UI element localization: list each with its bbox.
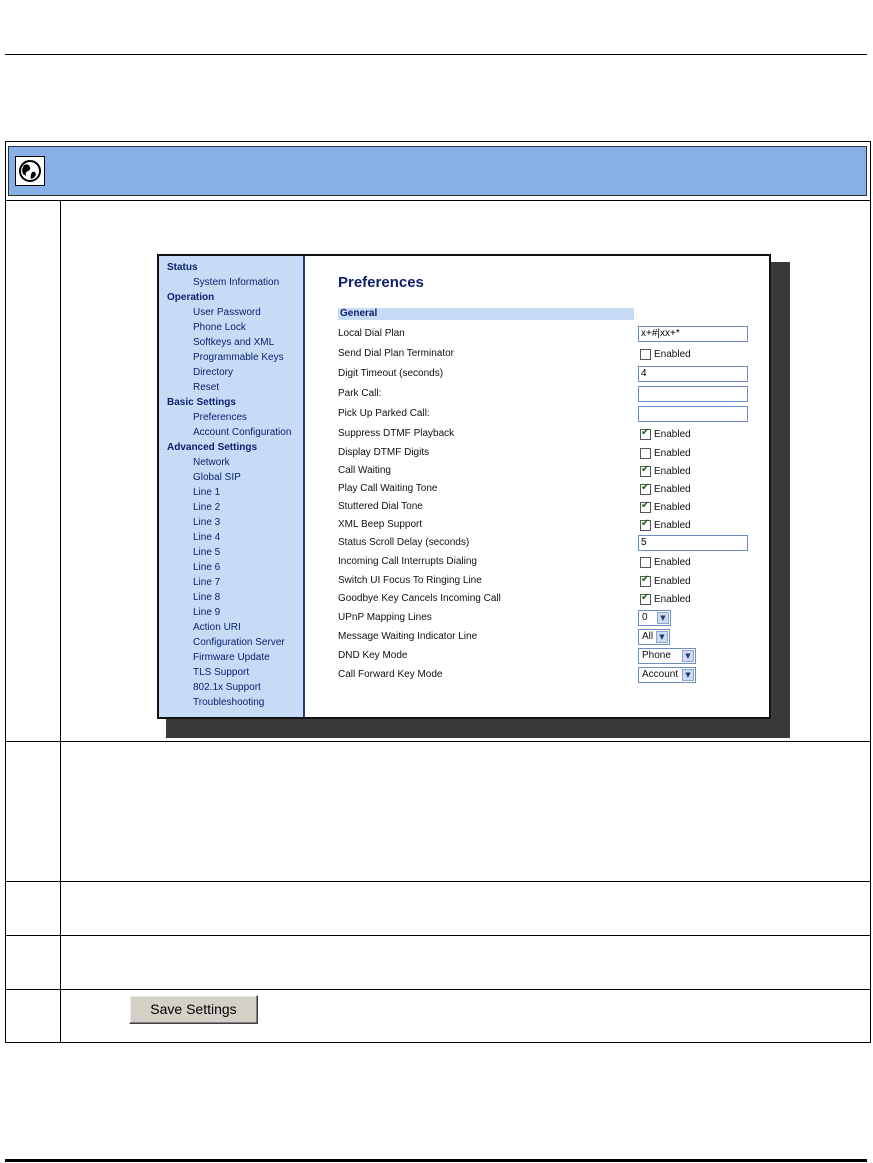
sidebar-item[interactable]: Line 6 bbox=[193, 562, 221, 573]
checkbox[interactable] bbox=[640, 429, 651, 440]
sidebar-item[interactable]: System Information bbox=[193, 277, 280, 288]
field-label: Send Dial Plan Terminator bbox=[338, 348, 454, 359]
checkbox-label: Enabled bbox=[654, 576, 691, 587]
checkbox[interactable] bbox=[640, 466, 651, 477]
dropdown-select[interactable] bbox=[638, 610, 671, 626]
procedure-banner bbox=[6, 142, 870, 201]
sidebar-item[interactable]: Firmware Update bbox=[193, 652, 270, 663]
checkbox-label: Enabled bbox=[654, 594, 691, 605]
checkbox[interactable] bbox=[640, 448, 651, 459]
sidebar-nav bbox=[159, 256, 305, 717]
sidebar-item[interactable]: Network bbox=[193, 457, 230, 468]
field-label: Digit Timeout (seconds) bbox=[338, 368, 444, 379]
dropdown-select[interactable] bbox=[638, 629, 670, 645]
text-input[interactable] bbox=[638, 386, 748, 402]
sidebar-item[interactable]: Line 7 bbox=[193, 577, 221, 588]
sidebar-item[interactable]: Line 9 bbox=[193, 607, 221, 618]
sidebar-section-header: Basic Settings bbox=[167, 397, 236, 408]
sidebar-item[interactable]: Line 4 bbox=[193, 532, 221, 543]
field-label: Switch UI Focus To Ringing Line bbox=[338, 575, 482, 586]
sidebar-item[interactable]: Programmable Keys bbox=[193, 352, 284, 363]
checkbox-label: Enabled bbox=[654, 466, 691, 477]
sidebar-section-header: Advanced Settings bbox=[167, 442, 258, 453]
field-label: Play Call Waiting Tone bbox=[338, 483, 438, 494]
web-ui-globe-icon bbox=[15, 156, 45, 186]
section-label: General bbox=[340, 308, 378, 319]
checkbox[interactable] bbox=[640, 502, 651, 513]
sidebar-item[interactable]: Directory bbox=[193, 367, 234, 378]
checkbox-label: Enabled bbox=[654, 349, 691, 360]
checkbox-label: Enabled bbox=[654, 520, 691, 531]
sidebar-item[interactable]: Action URI bbox=[193, 622, 241, 633]
sidebar-item[interactable]: Global SIP bbox=[193, 472, 241, 483]
page-title: Preferences bbox=[338, 274, 424, 291]
sidebar-item[interactable]: Line 5 bbox=[193, 547, 221, 558]
checkbox-label: Enabled bbox=[654, 448, 691, 459]
sidebar-item[interactable]: Reset bbox=[193, 382, 220, 393]
save-settings-button[interactable]: Save Settings bbox=[129, 995, 258, 1024]
sidebar-item[interactable]: Account Configuration bbox=[193, 427, 292, 438]
sidebar-item[interactable]: Troubleshooting bbox=[193, 697, 265, 708]
field-label: Message Waiting Indicator Line bbox=[338, 631, 478, 642]
sidebar-item[interactable]: Line 8 bbox=[193, 592, 221, 603]
step-row bbox=[6, 936, 870, 990]
checkbox[interactable] bbox=[640, 576, 651, 587]
checkbox[interactable] bbox=[640, 557, 651, 568]
checkbox[interactable] bbox=[640, 594, 651, 605]
checkbox-label: Enabled bbox=[654, 429, 691, 440]
field-label: Goodbye Key Cancels Incoming Call bbox=[338, 593, 501, 604]
field-label: DND Key Mode bbox=[338, 650, 408, 661]
dropdown-value: Account bbox=[642, 669, 679, 680]
text-input[interactable]: x+#|xx+* bbox=[638, 326, 748, 342]
field-label: Call Forward Key Mode bbox=[338, 669, 443, 680]
field-label: Suppress DTMF Playback bbox=[338, 428, 455, 439]
footer-rule bbox=[5, 1159, 867, 1162]
sidebar-item[interactable]: Line 3 bbox=[193, 517, 221, 528]
step-row bbox=[6, 742, 870, 882]
chevron-down-icon[interactable]: ▼ bbox=[682, 669, 694, 681]
sidebar-item[interactable]: TLS Support bbox=[193, 667, 250, 678]
checkbox-label: Enabled bbox=[654, 484, 691, 495]
field-label: Park Call: bbox=[338, 388, 382, 399]
field-label: UPnP Mapping Lines bbox=[338, 612, 432, 623]
checkbox[interactable] bbox=[640, 349, 651, 360]
header-rule bbox=[5, 54, 867, 55]
field-label: Display DTMF Digits bbox=[338, 447, 430, 458]
checkbox-label: Enabled bbox=[654, 557, 691, 568]
chevron-down-icon[interactable]: ▼ bbox=[657, 612, 669, 624]
sidebar-item[interactable]: Softkeys and XML bbox=[193, 337, 275, 348]
sidebar-item[interactable]: User Password bbox=[193, 307, 261, 318]
sidebar-item[interactable]: 802.1x Support bbox=[193, 682, 261, 693]
web-ui-screenshot bbox=[157, 254, 771, 719]
sidebar-section-header: Operation bbox=[167, 292, 215, 303]
chevron-down-icon[interactable]: ▼ bbox=[656, 631, 668, 643]
field-label: XML Beep Support bbox=[338, 519, 423, 530]
sidebar-item[interactable]: Configuration Server bbox=[193, 637, 285, 648]
text-input[interactable] bbox=[638, 406, 748, 422]
checkbox-label: Enabled bbox=[654, 502, 691, 513]
sidebar-item[interactable]: Line 2 bbox=[193, 502, 221, 513]
section-header bbox=[338, 308, 634, 320]
field-label: Pick Up Parked Call: bbox=[338, 408, 430, 419]
sidebar-item[interactable]: Preferences bbox=[193, 412, 247, 423]
checkbox[interactable] bbox=[640, 520, 651, 531]
dropdown-value: 0 bbox=[642, 612, 648, 623]
dropdown-value: Phone bbox=[642, 650, 671, 661]
checkbox[interactable] bbox=[640, 484, 651, 495]
sidebar-item[interactable]: Line 1 bbox=[193, 487, 221, 498]
dropdown-select[interactable] bbox=[638, 667, 696, 683]
step-row bbox=[6, 882, 870, 936]
dropdown-value: All bbox=[642, 631, 654, 642]
field-label: Call Waiting bbox=[338, 465, 391, 476]
sidebar-item[interactable]: Phone Lock bbox=[193, 322, 246, 333]
field-label: Status Scroll Delay (seconds) bbox=[338, 537, 470, 548]
field-label: Stuttered Dial Tone bbox=[338, 501, 423, 512]
text-input[interactable]: 5 bbox=[638, 535, 748, 551]
text-input[interactable]: 4 bbox=[638, 366, 748, 382]
field-label: Incoming Call Interrupts Dialing bbox=[338, 556, 477, 567]
chevron-down-icon[interactable]: ▼ bbox=[682, 650, 694, 662]
dropdown-select[interactable] bbox=[638, 648, 696, 664]
field-label: Local Dial Plan bbox=[338, 328, 405, 339]
sidebar-section-header: Status bbox=[167, 262, 198, 273]
